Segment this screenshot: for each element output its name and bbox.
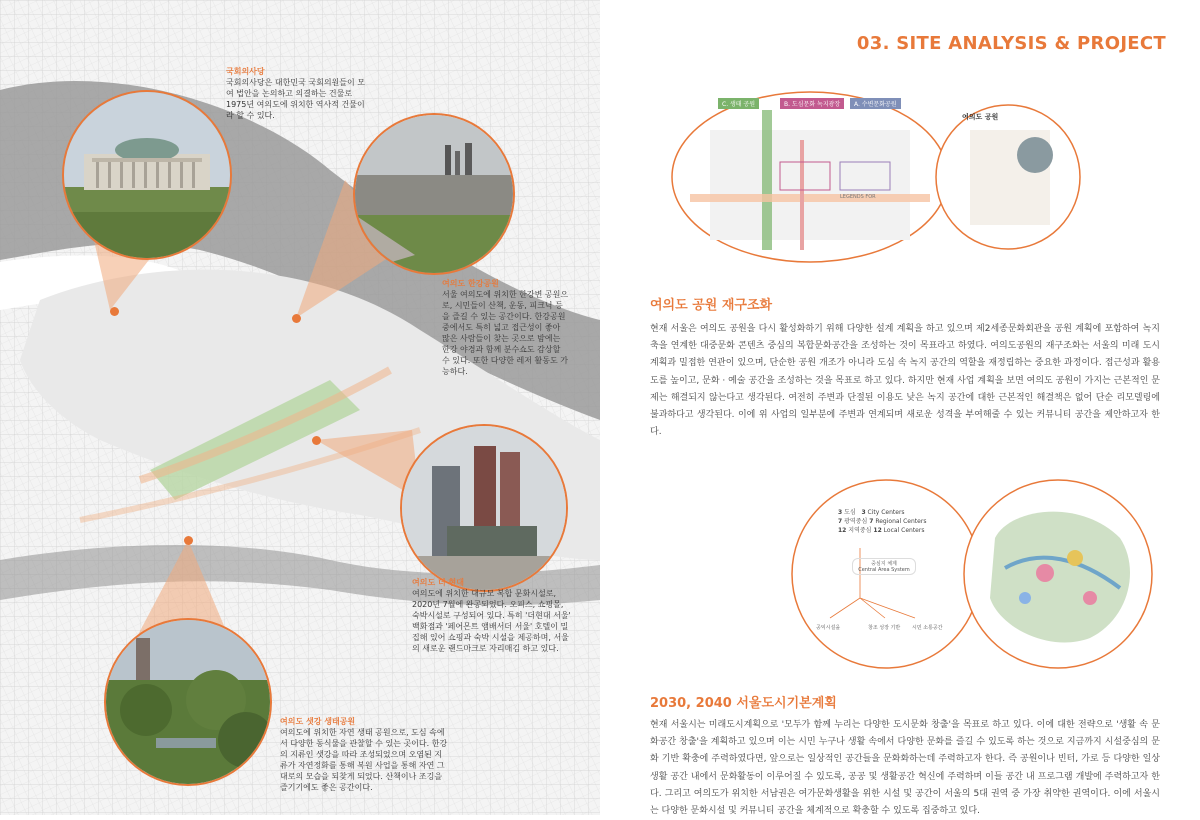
site-map-panel [0, 0, 600, 815]
marker-dot [110, 307, 119, 316]
section-body: 현재 서울은 여의도 공원을 다시 활성화하기 위해 다양한 설계 계획을 하고 있으며 제2세종문화회관을 공원 계획에 포함하여 녹지 축을 연계한 대중문화 콘텐츠 중심의 복합문화공간을 조성하는 것이 목표라고 하였다. 여의도공원의 재구조화는 서울의 미래 도시계획과 밀접한 연관이 있으며, 단순한 공원 개조가 아니라 도심 속 녹지 공간의 역할을 재정립하는 중요한 과정이다. 접근성과 활용도를 높이고, 문화 · 예술 공간을 조성하는 것을 목표로 하고 있다. 하지만 현재 사업 계획을 보면 여의도 공원이 가지는 근본적인 문제는 해결되지 않는다고 생각된다. 여전히 주변과 단절된 이용도 낮은 녹지 공간에 대한 근본적인 해결책은 없어 단순 리모델링에 불과하다고 생각된다. 이에 위 사업의 일부분에 주변과 연계되며 새로운 성격을 부여해줄 수 있는 커뮤니티 공간을 제안하고자 한다. [650, 324, 1160, 438]
marker-dot [184, 536, 193, 545]
right-page [600, 0, 1200, 815]
section-body: 현재 서울시는 미래도시계획으로 '모두가 함께 누리는 다양한 도시문화 창출'을 목표로 하고 있다. 이에 대한 전략으로 '생활 속 문화공간 창출'을 계획하고 있으며 이는 시민 누구나 생활 속에서 다양한 문화를 즐길 수 있도록 하는 것으로 지금까지 시설중심의 문화 기반 확충에 주력하였다면, 앞으로는 일상적인 공간들을 문화화하는데 주력하고자 한다. 즉 공원이나 빈터, 가로 등 다양한 일상 생활 공간 내에서 문화활동이 이루어질 수 있도록, 공공 및 생활공간 혁신에 주력하며 이들 공간 내 프로그램 개발에 주력하고자 한다. 그리고 여의도가 위치한 서남권은 여가문화생활을 위한 시설 및 공간이 서울의 5대 권역 중 가장 취약한 권역이다. 이에 서울시는 다양한 문화시설 및 커뮤니티 공간을 체계적으로 확충할 수 있도록 집중하고 있다. [650, 720, 1160, 817]
diagram-row: 7 광역중심 7 Regional Centers [838, 518, 927, 525]
diagram-tab: B. 도심문화 녹지광장 [780, 98, 844, 109]
diagram-branch: 창조 성장 기반 [868, 625, 901, 631]
diagram-branch: 시민 소통공간 [912, 625, 943, 631]
urban-plan-diagram [790, 478, 1154, 670]
caption-body: 국회의사당은 대한민국 국회의원들이 모여 법안을 논의하고 의결하는 건물로 1975년 여의도에 위치한 역사적 건물이라 할 수 있다. [226, 78, 366, 120]
diagram-row: 12 지역중심 12 Local Centers [838, 527, 925, 534]
diagram-center: 중심지 체계 Central Area System [852, 558, 916, 575]
diagram-rows [838, 508, 938, 535]
diagram-tab: C. 생태 공원 [718, 98, 759, 109]
caption-saetgang-park [280, 716, 448, 793]
page-title: 03. SITE ANALYSIS & PROJECT [856, 33, 1166, 54]
marker-dot [292, 314, 301, 323]
photo-the-hyundai [400, 424, 568, 592]
photo-national-assembly [62, 90, 232, 260]
diagram-inset-title: 여의도 공원 [962, 113, 999, 121]
diagram-branch: 공익시설을 [816, 625, 841, 631]
caption-title: 여의도 한강공원 [442, 279, 499, 288]
caption-national-assembly [226, 66, 366, 121]
diagram-row: 3 도심 3 City Centers [838, 509, 905, 516]
marker-dot [312, 436, 321, 445]
caption-title: 여의도 더 현대 [412, 578, 464, 587]
photo-hangang-park [353, 113, 515, 275]
caption-title: 여의도 샛강 생태공원 [280, 717, 356, 726]
caption-body: 여의도에 위치한 대규모 복합 문화시설로, 2020년 7월에 완공되었다. 오피스, 쇼핑몰, 숙박시설로 구성되어 있다. 특히 '더현대 서울' 백화점과 '페어몬트 앰배서더 서울' 호텔이 밀집해 있어 쇼핑과 숙박 시설을 제공하며, 서울의 새로운 랜드마크로 자리매김 하고 있다. [412, 589, 571, 653]
photo-saetgang-park [104, 618, 272, 786]
caption-hangang-park [442, 278, 570, 377]
section-title: 여의도 공원 재구조화 [650, 298, 773, 313]
section-title: 2030, 2040 서울도시기본계획 [650, 696, 837, 711]
park-plan-diagram [670, 90, 1090, 265]
caption-body: 서울 여의도에 위치한 한강변 공원으로, 시민들이 산책, 운동, 피크닉 등을 즐길 수 있는 공간이다. 한강공원 중에서도 특히 넓고 접근성이 좋아 많은 사람들이 찾는 곳으로 밤에는 한강 야경과 함께 분수쇼도 감상할 수 있다. 또한 다양한 레저 활동도 가능하다. [442, 290, 569, 376]
caption-title: 국회의사당 [226, 67, 265, 76]
diagram-tab: A. 수변문화공원 [850, 98, 901, 109]
diagram-axis-label: LEGENDS FOR [840, 194, 876, 200]
caption-body: 여의도에 위치한 자연 생태 공원으로, 도심 속에서 다양한 동식물을 관찰할 수 있는 곳이다. 한강의 지류인 샛강을 따라 조성되었으며 오염된 지류가 자연정화를 통해 복원 사업을 통해 자연 그대로의 모습을 되찾게 되었다. 산책이나 조깅을 즐기기에도 좋은 공간이다. [280, 728, 448, 792]
caption-the-hyundai [412, 577, 572, 654]
